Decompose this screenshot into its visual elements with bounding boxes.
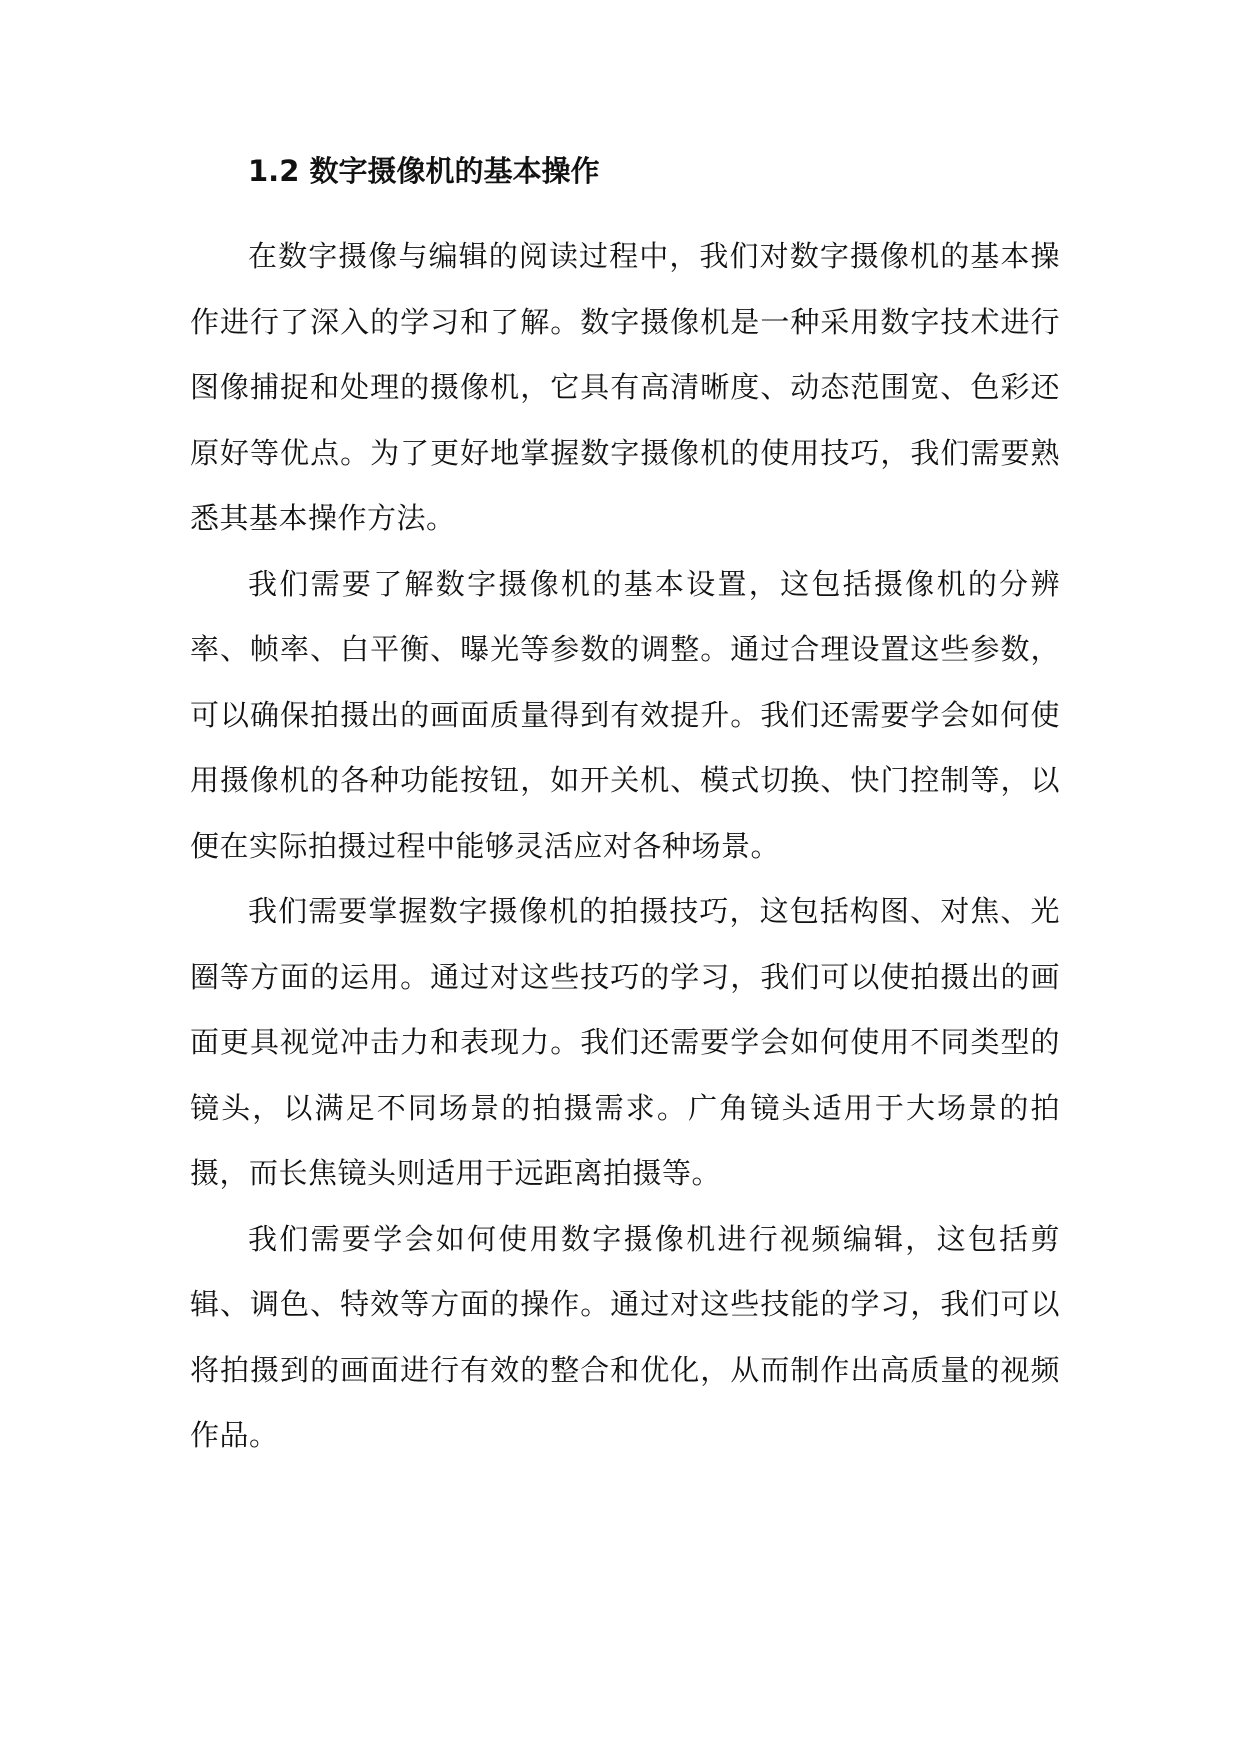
paragraph-1: 在数字摄像与编辑的阅读过程中，我们对数字摄像机的基本操作进行了深入的学习和了解。数字摄像机是一种采用数字技术进行图像捕捉和处理的摄像机，它具有高清晰度、动态范围宽、色彩还原好等优点。为了更好地掌握数字摄像机的使用技巧，我们需要熟悉其基本操作方法。 xyxy=(190,239,1060,535)
paragraph-3: 我们需要掌握数字摄像机的拍摄技巧，这包括构图、对焦、光圈等方面的运用。通过对这些技巧的学习，我们可以使拍摄出的画面更具视觉冲击力和表现力。我们还需要学会如何使用不同类型的镜头，以满足不同场景的拍摄需求。广角镜头适用于大场景的拍摄，而长焦镜头则适用于远距离拍摄等。 xyxy=(190,894,1060,1190)
body-text xyxy=(190,224,1060,1469)
paragraph-2: 我们需要了解数字摄像机的基本设置，这包括摄像机的分辨率、帧率、白平衡、曝光等参数的调整。通过合理设置这些参数，可以确保拍摄出的画面质量得到有效提升。我们还需要学会如何使用摄像机的各种功能按钮，如开关机、模式切换、快门控制等，以便在实际拍摄过程中能够灵活应对各种场景。 xyxy=(190,566,1060,863)
section-heading: 1.2 数字摄像机的基本操作 xyxy=(248,154,600,188)
paragraph-4: 我们需要学会如何使用数字摄像机进行视频编辑，这包括剪辑、调色、特效等方面的操作。通过对这些技能的学习，我们可以将拍摄到的画面进行有效的整合和优化，从而制作出高质量的视频作品。 xyxy=(190,1221,1060,1452)
